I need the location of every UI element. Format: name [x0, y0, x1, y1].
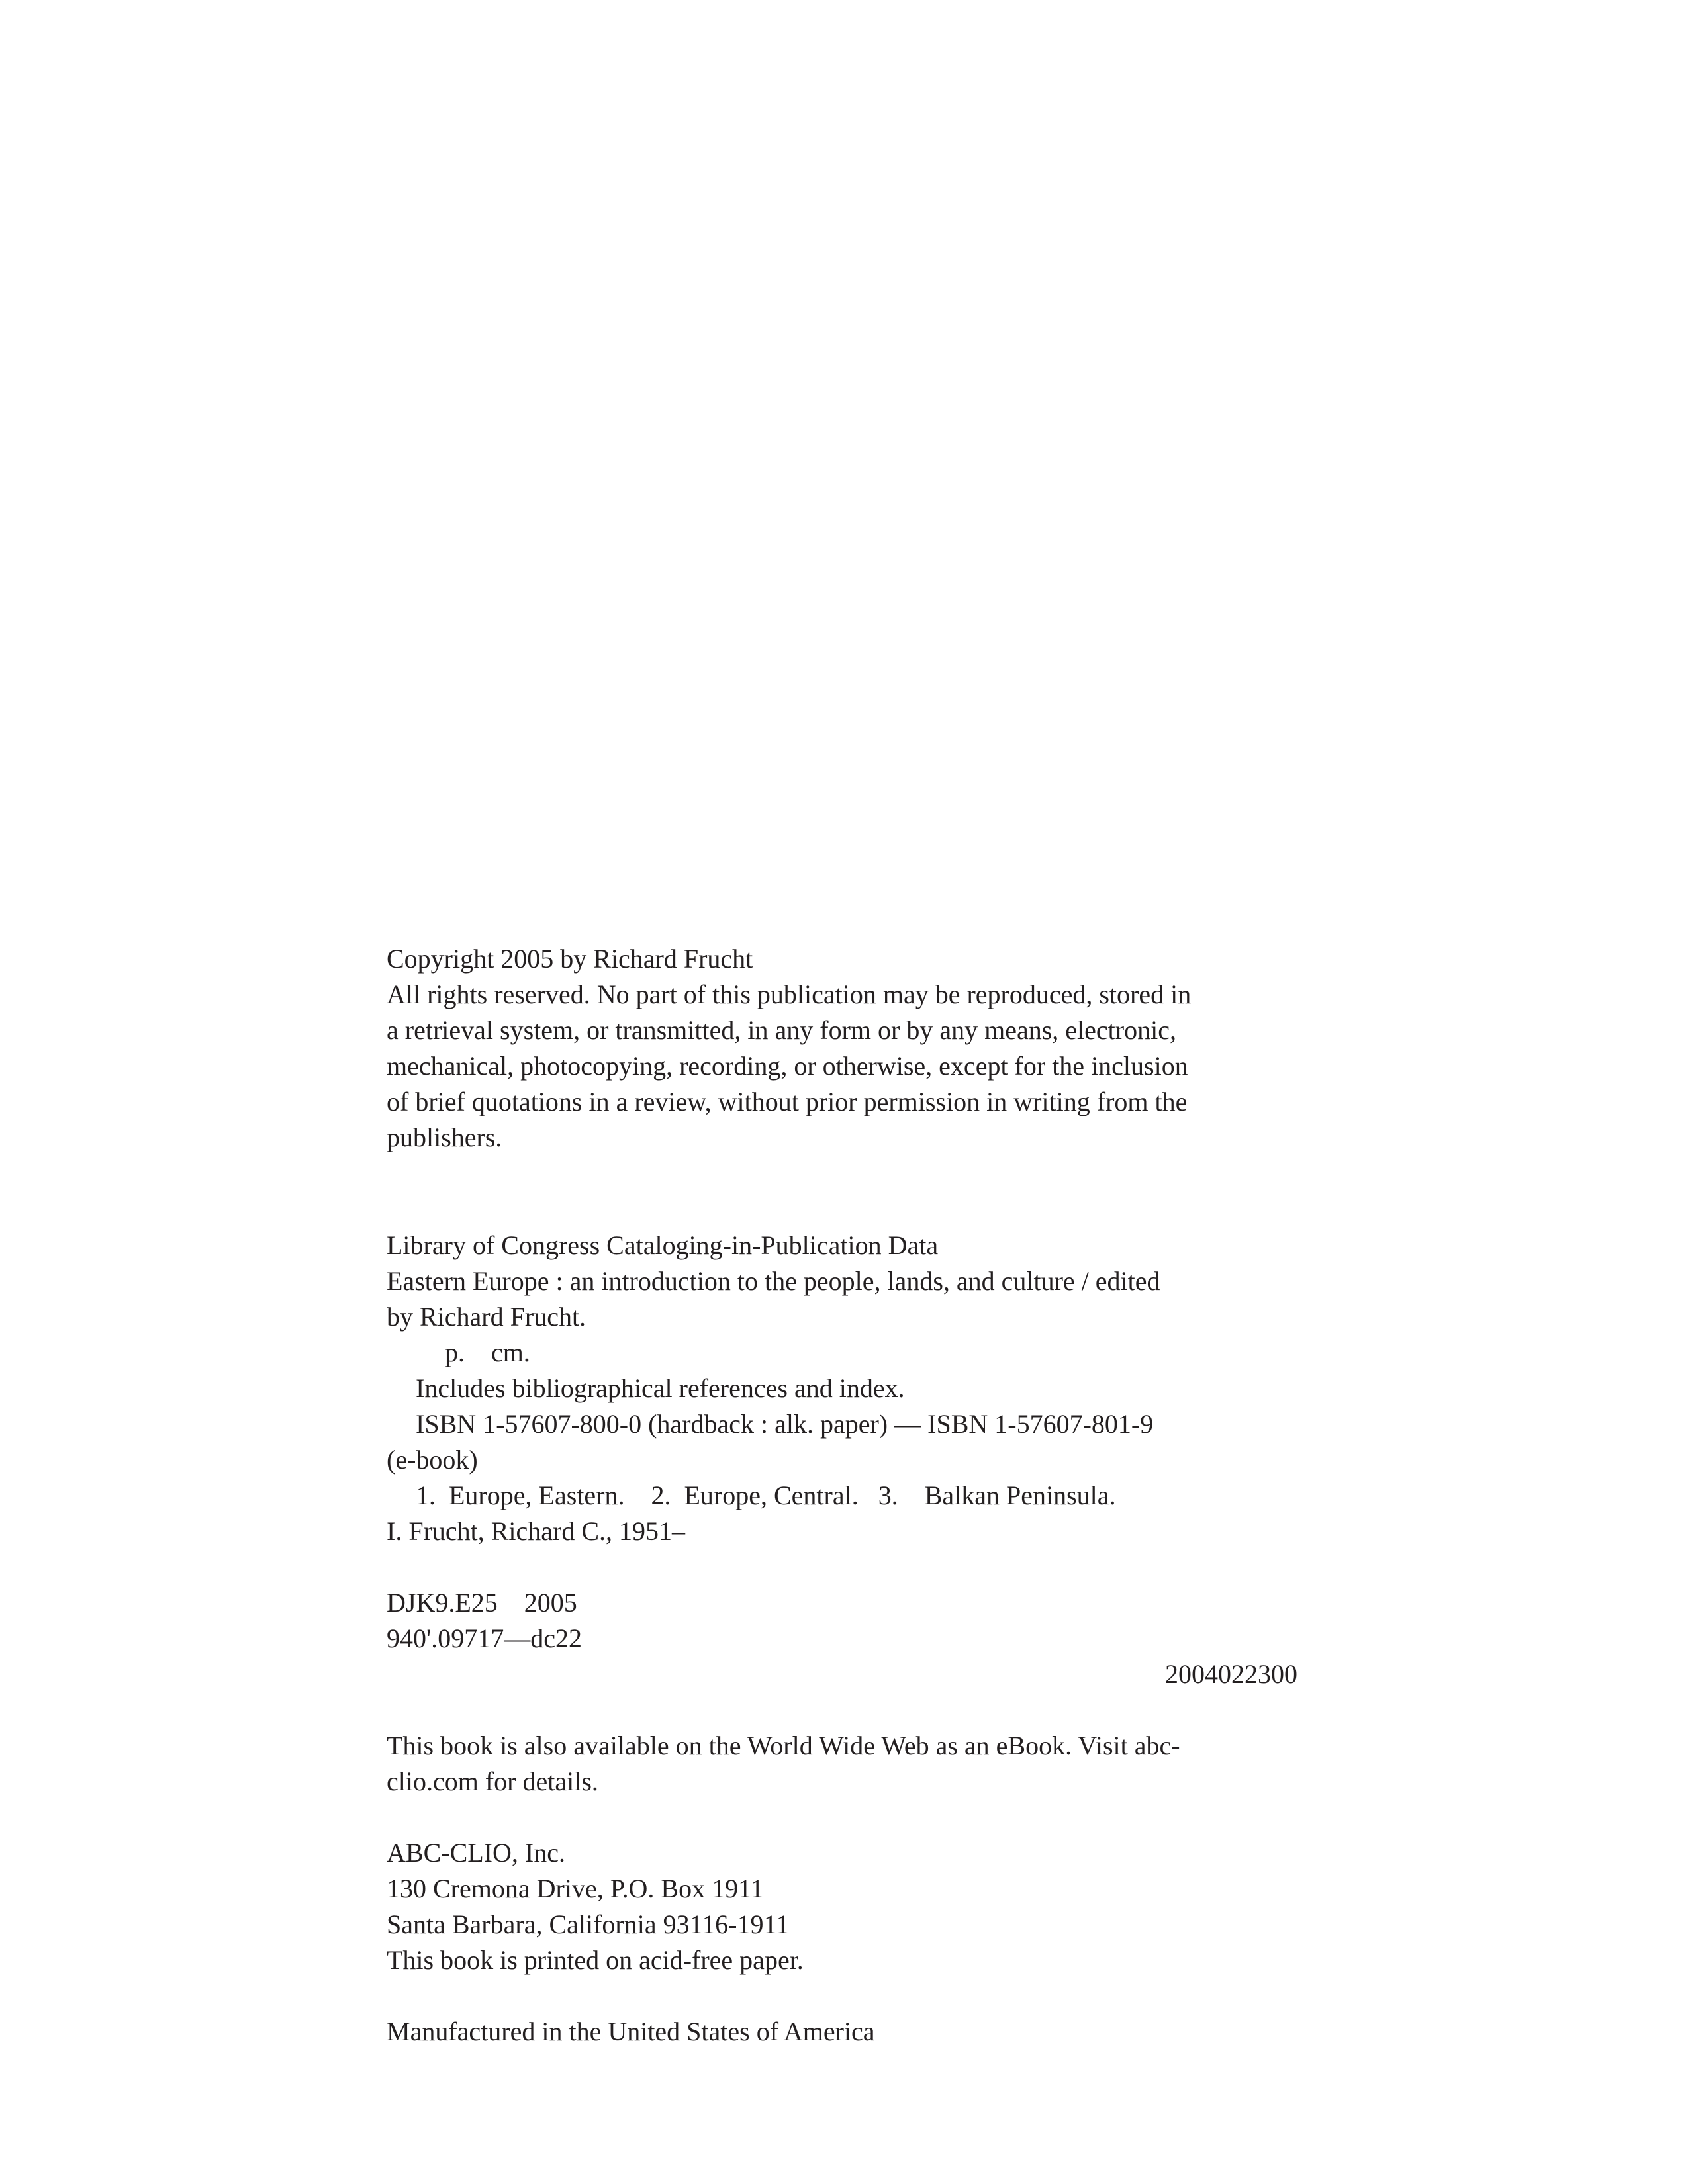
copyright-section: [387, 941, 1297, 1156]
publisher-name: ABC-CLIO, Inc.: [387, 1838, 565, 1868]
lc-classification: DJK9.E25 2005: [387, 1588, 577, 1617]
manufactured-notice: [387, 2014, 1297, 2050]
cip-isbn-continued: (e-book): [387, 1445, 478, 1475]
rights-text-line: publishers.: [387, 1122, 502, 1152]
publisher-address: [387, 1835, 1297, 1978]
cip-title-line: by Richard Frucht.: [387, 1302, 586, 1332]
cip-author-entry: I. Frucht, Richard C., 1951–: [387, 1516, 686, 1546]
cip-heading: Library of Congress Cataloging-in-Publication Data: [387, 1230, 939, 1260]
cip-subjects: 1. Europe, Eastern. 2. Europe, Central. 3. Balkan Peninsula.: [416, 1480, 1116, 1510]
ebook-notice-line: clio.com for details.: [387, 1766, 598, 1796]
cip-title-line: Eastern Europe : an introduction to the people, lands, and culture / edited: [387, 1266, 1160, 1296]
publisher-city: Santa Barbara, California 93116-1911: [387, 1909, 789, 1939]
dewey-classification: 940'.09717—dc22: [387, 1623, 582, 1653]
manufactured-line: Manufactured in the United States of America: [387, 2017, 875, 2046]
rights-text-line: a retrieval system, or transmitted, in any form or by any means, electronic,: [387, 1015, 1176, 1045]
classification-section: [387, 1585, 1297, 1692]
rights-text-line: mechanical, photocopying, recording, or otherwise, except for the inclusion: [387, 1051, 1188, 1081]
paper-notice: This book is printed on acid-free paper.: [387, 1945, 804, 1975]
publisher-street: 130 Cremona Drive, P.O. Box 1911: [387, 1874, 764, 1903]
lccn-number: 2004022300: [1165, 1659, 1297, 1689]
cip-pagination: p. cm.: [445, 1338, 530, 1367]
cip-notes: Includes bibliographical references and index.: [416, 1373, 905, 1403]
ebook-notice: [387, 1728, 1297, 1799]
rights-text-line: of brief quotations in a review, without prior permission in writing from the: [387, 1087, 1188, 1116]
cip-isbn: ISBN 1-57607-800-0 (hardback : alk. paper) — ISBN 1-57607-801-9: [416, 1409, 1154, 1439]
ebook-notice-line: This book is also available on the World Wide Web as an eBook. Visit abc-: [387, 1731, 1180, 1760]
rights-text-line: All rights reserved. No part of this publication may be reproduced, stored in: [387, 979, 1192, 1009]
cip-data-section: [387, 1228, 1297, 1549]
copyright-line: Copyright 2005 by Richard Frucht: [387, 944, 753, 974]
